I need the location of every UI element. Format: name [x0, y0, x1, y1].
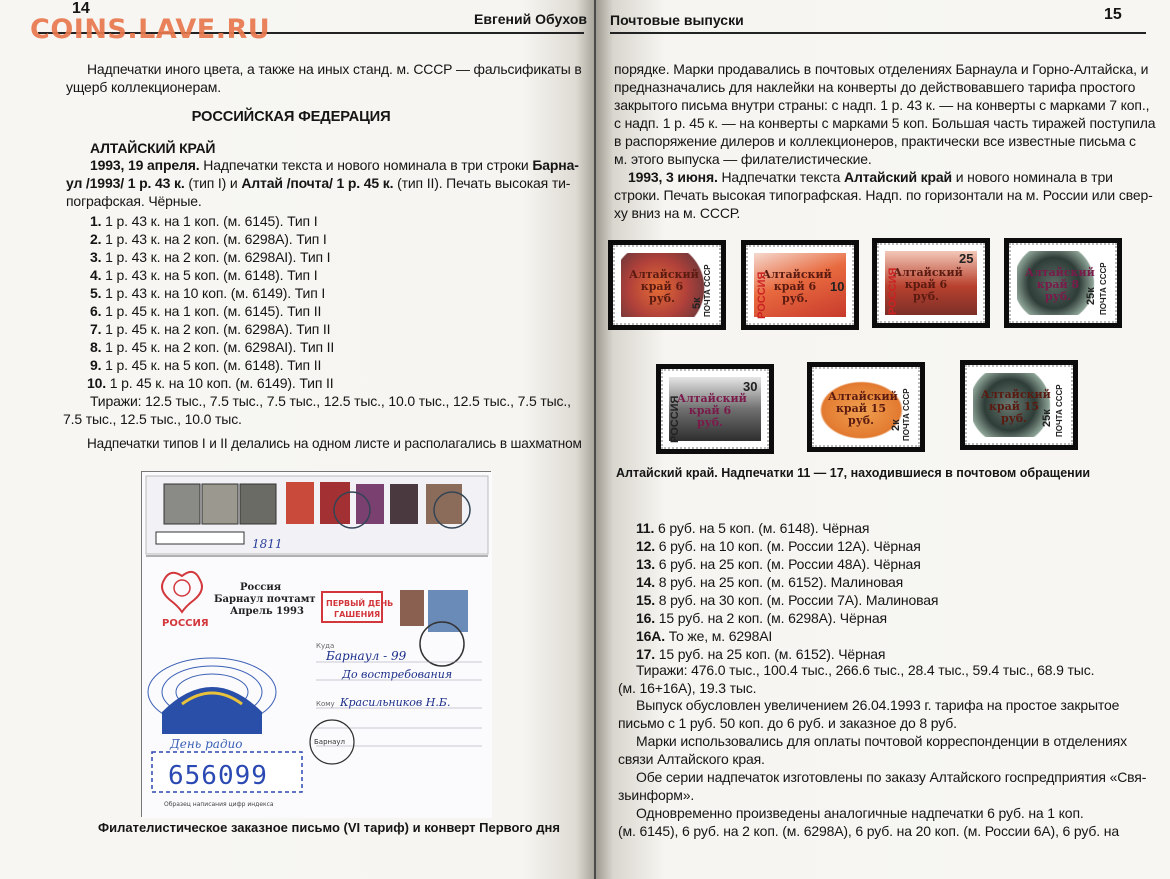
issue-text: Надпечатки текста и нового номинала в три строки [199, 157, 533, 173]
print-runs-2: 7.5 тыс., 12.5 тыс., 10.0 тыс. [63, 411, 242, 427]
use-line-1: Марки использовались для оплаты почтовой корреспонденции в отделениях [636, 733, 1127, 749]
section-title: РОССИЙСКАЯ ФЕДЕРАЦИЯ [191, 108, 391, 125]
para1-line: порядке. Марки продавались в почтовых отделениях Барнаула и Горно-Алтайска, и [614, 61, 1149, 77]
list-item: 2. 1 р. 43 к. на 2 коп. (м. 6298А). Тип I [90, 231, 327, 247]
svg-text:Красильников Н.Б.: Красильников Н.Б. [340, 696, 451, 709]
tariff-line-2: письмо с 1 руб. 50 коп. до 6 руб. и заказное до 8 руб. [618, 715, 957, 731]
page-number-right: 15 [1104, 6, 1122, 23]
issue-bold-a: ул /1993/ 1 р. 43 к. [66, 175, 185, 191]
print-runs-right-1: Тиражи: 476.0 тыс., 100.4 тыс., 266.6 тыс., 28.4 тыс., 59.4 тыс., 68.9 тыс. [636, 662, 1095, 678]
checker-note: Надпечатки типов I и II делались на одном листе и располагались в шахматном [87, 435, 582, 451]
order-line-2: зьинформ». [618, 787, 695, 803]
page-number-left: 14 [72, 0, 90, 17]
svg-text:1811: 1811 [252, 537, 283, 551]
issue2-line-2: строки. Печать высокая типографская. Надп. по горизонтали на м. России или свер- [614, 187, 1153, 203]
issue-line-3: пографская. Чёрные. [66, 193, 202, 209]
running-head-left: Евгений Обухов [474, 11, 588, 27]
simul-line-1: Одновременно произведены аналогичные надпечатки 6 руб. на 1 коп. [636, 805, 1084, 821]
svg-text:День радио: День радио [170, 737, 243, 751]
list-item: 7. 1 р. 45 к. на 2 коп. (м. 6298А). Тип II [90, 321, 331, 337]
list-item: 13. 6 руб. на 25 коп. (м. России 48А). Чёрная [636, 556, 921, 572]
issue2-line-3: ху вниз на м. СССР. [614, 205, 741, 221]
svg-text:ГАШЕНИЯ: ГАШЕНИЯ [334, 610, 381, 619]
list-item: 3. 1 р. 43 к. на 2 коп. (м. 6298AI). Тип I [90, 249, 331, 265]
list-item: 11. 6 руб. на 5 коп. (м. 6148). Чёрная [636, 520, 870, 536]
para1-line: м. этого выпуска — филателистические. [614, 151, 872, 167]
header-rule-right [610, 32, 1146, 34]
list-item: 8. 1 р. 45 к. на 2 коп. (м. 6298AI). Тип II [90, 339, 335, 355]
tariff-line-1: Выпуск обусловлен увеличением 26.04.1993 г. тарифа на простое закрытое [636, 697, 1120, 713]
list-item: 9. 1 р. 45 к. на 5 коп. (м. 6148). Тип II [90, 357, 322, 373]
svg-text:Барнаул - 99: Барнаул - 99 [326, 649, 407, 663]
svg-text:ПЕРВЫЙ ДЕНЬ: ПЕРВЫЙ ДЕНЬ [326, 599, 394, 608]
right-page [596, 0, 1170, 879]
svg-text:Образец написания цифр индекса: Образец написания цифр индекса [164, 801, 274, 808]
stamps-caption: Алтайский край. Надпечатки 11 — 17, находившиеся в почтовом обращении [616, 466, 1091, 480]
list-item: 16А. То же, м. 6298AI [636, 628, 773, 644]
print-runs-right-2: (м. 16+16А), 19.3 тыс. [618, 680, 757, 696]
list-item: 6. 1 р. 45 к. на 1 коп. (м. 6145). Тип II [90, 303, 322, 319]
envelope-graphic [142, 472, 492, 818]
para1-line: с надп. 1 р. 45 к. — на конверты с марками 5 коп. Большая часть тиражей поступила [614, 115, 1156, 131]
list-item: 4. 1 р. 43 к. на 5 коп. (м. 6148). Тип I [90, 267, 318, 283]
stamp-11: Алтайский край 6 руб. ПОЧТА СССР 5к [608, 240, 726, 330]
stamp-17: Алтайский край 15 руб. ПОЧТА СССР 25к [960, 360, 1078, 450]
intro-line-2: ущерб коллекционерам. [66, 79, 221, 95]
issue-line-2 [66, 175, 570, 193]
para1-line: предназначались для наклейки на конверты до действовавшего тарифа простого [614, 79, 1136, 95]
list-item: 15. 8 руб. на 30 коп. (м. России 7А). Малиновая [636, 592, 939, 608]
para1-line: в распоряжение дилеров и коллекционеров, практически все известные письма с [614, 133, 1136, 149]
issue-bold-b: Алтай /почта/ 1 р. 45 к. [241, 175, 394, 191]
subsection-title: АЛТАЙСКИЙ КРАЙ [90, 140, 216, 156]
stamp-16: Алтайский край 15 руб. ПОЧТА СССР 2к [807, 362, 925, 452]
running-head-right: Почтовые выпуски [610, 12, 744, 28]
envelope-image [141, 471, 491, 817]
svg-text:656099: 656099 [168, 761, 268, 791]
stamp-13: Алтайский край 6 руб. РОССИЯ 25 [872, 238, 990, 328]
stamp-15: Алтайский край 6 руб. РОССИЯ 30 [656, 364, 774, 454]
list-item: 1. 1 р. 43 к. на 1 коп. (м. 6145). Тип I [90, 213, 318, 229]
svg-text:Барнаул почтамт: Барнаул почтамт [214, 594, 316, 605]
para1-line: закрытого письма внутри страны: с надп. 1 р. 43 к. — на конверты с марками 7 коп., [614, 97, 1150, 113]
svg-text:Кому: Кому [316, 700, 335, 708]
use-line-2: связи Алтайского края. [618, 751, 765, 767]
list-item: 10. 1 р. 45 к. на 10 коп. (м. 6149). Тип II [87, 375, 334, 391]
list-item: 5. 1 р. 43 к. на 10 коп. (м. 6149). Тип I [90, 285, 326, 301]
stamp-14: Алтайский край 8 руб. ПОЧТА СССР 25к [1004, 238, 1122, 328]
intro-line-1: Надпечатки иного цвета, а также на иных станд. м. СССР — фальсификаты в [87, 61, 582, 77]
list-item: 16. 15 руб. на 2 коп. (м. 6298А). Чёрная [636, 610, 887, 626]
svg-text:Куда: Куда [316, 642, 335, 650]
svg-text:РОССИЯ: РОССИЯ [162, 618, 209, 629]
print-runs-1: Тиражи: 12.5 тыс., 7.5 тыс., 7.5 тыс., 12.5 тыс., 10.0 тыс., 12.5 тыс., 7.5 тыс., [90, 393, 571, 409]
svg-text:До востребования: До востребования [342, 668, 453, 681]
issue2-line-1: 1993, 3 июня. Надпечатки текста Алтайский край и нового номинала в три [628, 169, 1113, 185]
list-item: 17. 15 руб. на 25 коп. (м. 6152). Чёрная [636, 646, 886, 662]
order-line-1: Обе серии надпечаток изготовлены по заказу Алтайского госпредприятия «Свя- [636, 769, 1147, 785]
svg-text:Апрель 1993: Апрель 1993 [230, 606, 304, 617]
issue-mid: (тип I) и [184, 175, 242, 191]
list-item: 12. 6 руб. на 10 коп. (м. России 12А). Чёрная [636, 538, 921, 554]
issue-line-1 [90, 157, 579, 175]
issue-bold: Барна- [532, 157, 579, 173]
issue-tail: (тип II). Печать высокая ти- [393, 175, 571, 191]
svg-text:Барнаул: Барнаул [314, 738, 346, 746]
list-item: 14. 8 руб. на 25 коп. (м. 6152). Малиновая [636, 574, 904, 590]
stamp-12: Алтайский край 6 руб. РОССИЯ 10 [741, 240, 859, 330]
svg-text:Россия: Россия [240, 582, 282, 593]
envelope-caption: Филателистическое заказное письмо (VI тариф) и конверт Первого дня [98, 820, 560, 835]
simul-line-2: (м. 6145), 6 руб. на 2 коп. (м. 6298А), 6 руб. на 20 коп. (м. России 6А), 6 руб. на [618, 823, 1119, 839]
watermark: COINS.LAVE.RU [30, 14, 271, 45]
issue-date: 1993, 19 апреля. [90, 157, 200, 173]
